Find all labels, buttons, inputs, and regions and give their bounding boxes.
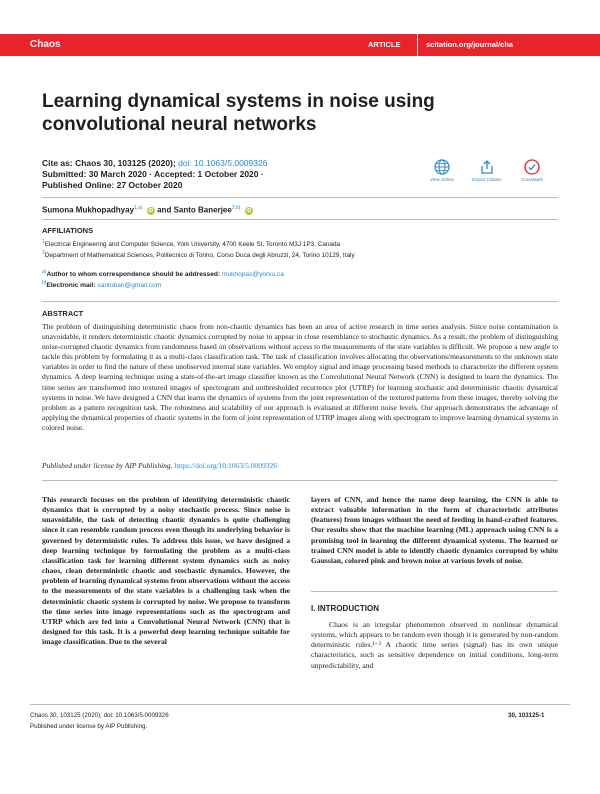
lead-paragraph-left: This research focuses on the problem of identifying deterministic chaotic dynamics that is corrupted by a noisy stochastic process. Since noise is unavoidable, the task of detecting chaotic dynamics is quite challenging since it can resemble random process even though its underlying behavior is governed by deterministic rules. To address this issue, we have designed a deep learning technique by formulating the problem as a multi-class classification task for learning different system dynamics such as noisy chaos, clean deterministic chaotic and stochastic dynamics. However, the problem of learning dynamical systems from observations without the access to the measurements of the state variables is a challenging task when the deterministic chaotic system is corrupted by noise. We propose to transform the time series into image representations such as the spectrogram and UTRP which are fed into a Convolutional Neural Network (CNN) that is designed for this task. It is a powerful deep learning technique suitable for image classification. Due to the several: [42, 495, 290, 647]
doi-link[interactable]: doi: 10.1063/5.0009326: [178, 158, 268, 168]
crossmark-button[interactable]: [512, 159, 552, 182]
export-citation-button[interactable]: [467, 159, 507, 182]
affiliation-number: 1: [42, 239, 45, 245]
affiliation-text: Department of Mathematical Sciences, Politecnico di Torino, Corso Duca degli Abruzzi, 24, Torino 10129, Italy: [44, 252, 355, 260]
lead-paragraph-right: layers of CNN, and hence the name deep learning, the CNN is able to extract valuable information in the form of characteristic attributes (features) from images without the need of feeding in hand-crafted features. Our results show that the machine learning (ML) approach using CNN is a promising tool in learning the different dynamical systems. The learned or trained CNN model is able to identify chaotic dynamics corrupted by white Gaussian, colored pink and brown noise at various levels of noise.: [311, 495, 558, 565]
affiliation-text: Electrical Engineering and Computer Science, York University, 4700 Keele St, Toronto M3J 1P3, Canada: [44, 241, 341, 249]
article-title: Learning dynamical systems in noise using convolutional neural networks: [42, 91, 435, 135]
affiliations-heading: AFFILIATIONS: [42, 226, 94, 235]
section-divider: [311, 591, 558, 592]
email-label: Electronic mail:: [46, 282, 96, 290]
section-divider: [42, 480, 558, 481]
abstract-text: The problem of distinguishing deterministic chaos from non-chaotic dynamics has been an area of active research in time series analysis. Since noise contamination is unavoidable, it renders deterministic chaotic dynamics corrupted by noise to appear in close resemblance to stochastic dynamics. As a result, the problem of distinguishing noise-corrupted chaotic dynamics from randomness based on observations without access to the measurements of the state variables is difficult. We propose a new angle to tackle this problem by formulating it as a multi-class classification task. The task of classification involves allocating the observations/measurements to the unknown state variables in order to find the nature of these unobserved internal state variables. We employ signal and image processing based methods to characterize the different system dynamics. A deep learning technique using a state-of-the-art image classifier known as the Convolutional Neural Network (CNN) is designed to learn the dynamics. The time series are transformed into textured images of spectrogram and unthresholded recurrence plot (UTRP) for learning stochastic and deterministic chaotic dynamical systems in noise. We have designed a CNN that learns the dynamics of systems from the joint representation of the textured patterns from these images, thereby solving the problem as a pattern recognition task. The robustness and scalability of our approach is evaluated at different noise levels. Our approach demonstrates the advantage of applying the dynamical properties of chaotic systems in the form of joint representation of UTRP images along with spectrogram to improve learning dynamical systems in colored noise.: [42, 322, 558, 432]
email-line: [42, 280, 161, 289]
page-number: 30, 103125-1: [508, 712, 545, 719]
email-link[interactable]: santoban@gmail.com: [97, 282, 162, 290]
footer-license: Published under license by AIP Publishing.: [30, 723, 148, 730]
correspondence-mark: a): [42, 269, 47, 275]
author-conjunction: and: [157, 205, 172, 215]
introduction-heading: I. INTRODUCTION: [311, 604, 379, 613]
abstract-heading: ABSTRACT: [42, 309, 84, 318]
license-text: Published under license by AIP Publishing.: [42, 461, 173, 470]
citation-text: Cite as: Chaos 30, 103125 (2020);: [42, 158, 176, 168]
affiliation-1: [42, 238, 340, 249]
view-online-button[interactable]: [422, 159, 462, 182]
crossmark-label: CrossMark: [521, 177, 543, 182]
author-affiliation-mark: 2,b): [231, 205, 241, 211]
affiliation-number: 2: [42, 250, 45, 256]
crossmark-icon: [524, 159, 540, 175]
export-icon: [479, 159, 495, 175]
journal-name: Chaos: [30, 39, 61, 50]
publication-date: Published Online: 27 October 2020: [42, 180, 183, 190]
email-mark: b): [42, 280, 47, 286]
correspondence-email-link[interactable]: mukhopas@yorku.ca: [221, 271, 284, 279]
submission-dates: Submitted: 30 March 2020 · Accepted: 1 October 2020 ·: [42, 169, 264, 179]
author-list: [42, 205, 253, 215]
header-divider: [417, 34, 418, 56]
doi-url-link[interactable]: https://doi.org/10.1063/5.0009326: [174, 461, 277, 470]
journal-url-link[interactable]: scitation.org/journal/cha: [426, 40, 514, 49]
journal-header-bar: [0, 34, 600, 56]
section-divider: [42, 197, 558, 198]
article-type: ARTICLE: [368, 40, 401, 49]
footer-divider: [30, 704, 570, 705]
footer-citation: Chaos 30, 103125 (2020); doi: 10.1063/5.0009326: [30, 712, 169, 719]
citation-line: [42, 158, 267, 169]
affiliation-2: [42, 249, 355, 260]
view-online-label: View Online: [430, 177, 454, 182]
globe-icon: [434, 159, 450, 175]
author-name[interactable]: Sumona Mukhopadhyay: [42, 205, 135, 215]
author-affiliation-mark: 1,a): [134, 205, 143, 211]
export-citation-label: Export Citation: [472, 177, 502, 182]
introduction-text: Chaos is an irregular phenomenon observed in nonlinear dynamical systems, which appears to be random even though it is generated by non-random deterministic rules.¹⁻³ A chaotic time series (signal) has its own unique characteristics, such as sensitive dependence on initial conditions, long-term unpredictability, and: [311, 620, 558, 670]
correspondence-line: [42, 269, 284, 278]
section-divider: [42, 219, 558, 220]
correspondence-label: Author to whom correspondence should be addressed:: [46, 271, 221, 279]
license-line: [42, 461, 277, 470]
author-name[interactable]: Santo Banerjee: [173, 205, 232, 215]
orcid-icon[interactable]: iD: [148, 207, 154, 214]
section-divider: [42, 301, 558, 302]
orcid-icon[interactable]: iD: [246, 207, 252, 214]
